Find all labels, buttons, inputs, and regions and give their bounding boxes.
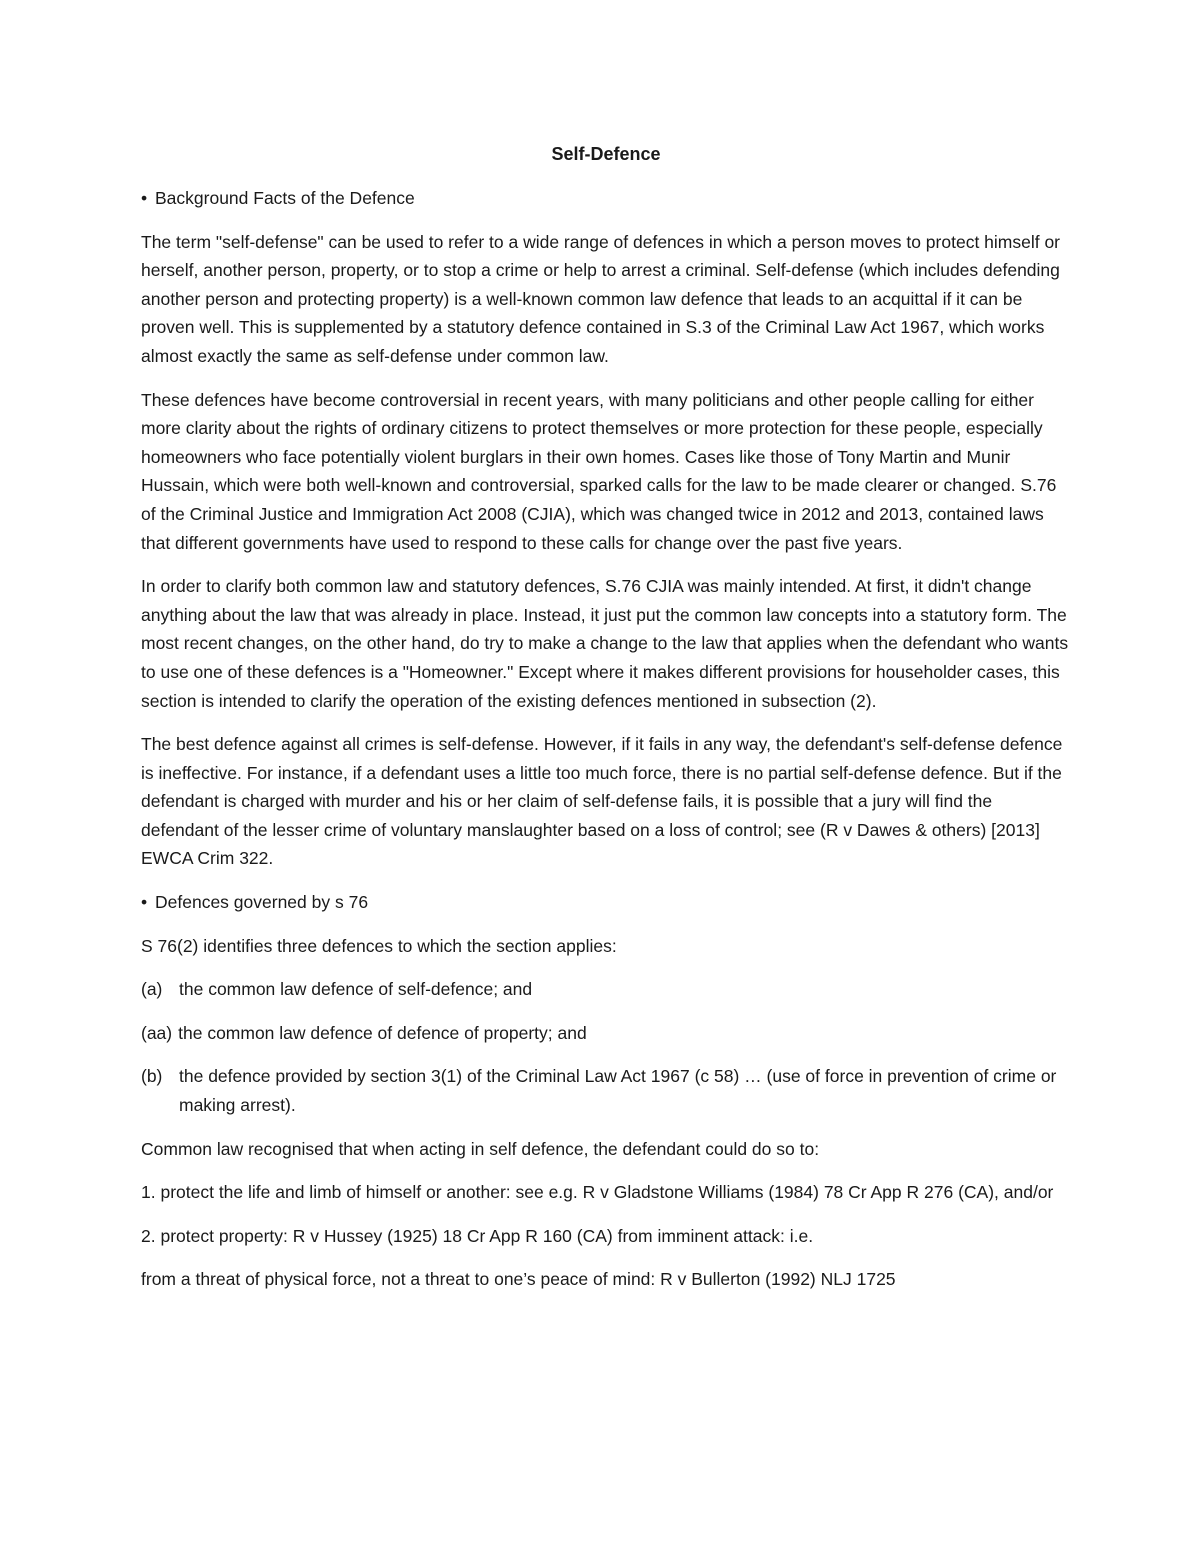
list-item-text: the common law defence of self-defence; and	[179, 979, 533, 1000]
list-item	[141, 975, 1071, 1004]
list-item-label: (aa)	[141, 1022, 173, 1043]
bullet-icon: •	[141, 188, 148, 208]
section-heading-text: Background Facts of the Defence	[155, 188, 415, 208]
section-heading-background	[141, 184, 1071, 213]
list-item-text: the defence provided by section 3(1) of the Criminal Law Act 1967 (c 58) … (use of force in prevention of crime or making arrest).	[179, 1066, 1057, 1116]
list-item-label: (b)	[141, 1066, 163, 1087]
paragraph-partial-defence: The best defence against all crimes is self-defense. However, if it fails in any way, the defendant's self-defense defence is ineffective. For instance, if a defendant uses a little too much force, there is no partial self-defense defence. But if the defendant is charged with murder and his or her claim of self-defense fails, it is possible that a jury will find the defendant of the lesser crime of voluntary manslaughter based on a loss of control; see (R v Dawes & others) [2013] EWCA Crim 322.	[141, 734, 1063, 869]
list-item	[141, 1062, 1071, 1119]
paragraph-s76-purpose: In order to clarify both common law and statutory defences, S.76 CJIA was mainly intended. At first, it didn't change anything about the law that was already in place. Instead, it just put the common law concepts into a statutory form. The most recent changes, on the other hand, do try to make a change to the law that applies when the defendant who wants to use one of these defences is a "Homeowner." Except where it makes different provisions for householder cases, this section is intended to clarify the operation of the existing defences mentioned in subsection (2).	[141, 576, 1069, 711]
paragraph-controversy: These defences have become controversial in recent years, with many politicians and other people calling for either more clarity about the rights of ordinary citizens to protect themselves or more protection for these people, especially homeowners who face potentially violent burglars in their own homes. Cases like those of Tony Martin and Munir Hussain, which were both well-known and controversial, sparked calls for the law to be made clearer or changed. S.76 of the Criminal Justice and Immigration Act 2008 (CJIA), which was changed twice in 2012 and 2013, contained laws that different governments have used to respond to these calls for change over the past five years.	[141, 389, 1057, 553]
document-page	[141, 140, 1071, 1309]
paragraph-point-2: 2. protect property: R v Hussey (1925) 18 Cr App R 160 (CA) from imminent attack: i.e.	[141, 1225, 814, 1246]
section-heading-text: Defences governed by s 76	[155, 892, 369, 913]
paragraph-common-law-intro: Common law recognised that when acting in self defence, the defendant could do so to:	[141, 1138, 820, 1159]
list-item-text: the common law defence of defence of property; and	[178, 1022, 587, 1043]
list-item-label: (a)	[141, 979, 163, 1000]
paragraph-s76-intro: S 76(2) identifies three defences to which the section applies:	[141, 935, 617, 956]
document-title: Self-Defence	[551, 144, 661, 164]
paragraph-threat: from a threat of physical force, not a threat to one’s peace of mind: R v Bullerton (1992) NLJ 1725	[141, 1269, 896, 1290]
paragraph-self-defense-definition: The term "self-defense" can be used to refer to a wide range of defences in which a person moves to protect himself or herself, another person, property, or to stop a crime or help to arrest a criminal. Self-defense (which includes defending another person and protecting property) is a well-known common law defence that leads to an acquittal if it can be proven well. This is supplemented by a statutory defence contained in S.3 of the Criminal Law Act 1967, which works almost exactly the same as self-defense under common law.	[141, 231, 1061, 366]
paragraph-point-1: 1. protect the life and limb of himself or another: see e.g. R v Gladstone Williams (1984) 78 Cr App R 276 (CA), and/or	[141, 1182, 1054, 1203]
bullet-icon: •	[141, 892, 148, 913]
list-item	[141, 1019, 1071, 1048]
section-heading-s76	[141, 888, 1071, 917]
